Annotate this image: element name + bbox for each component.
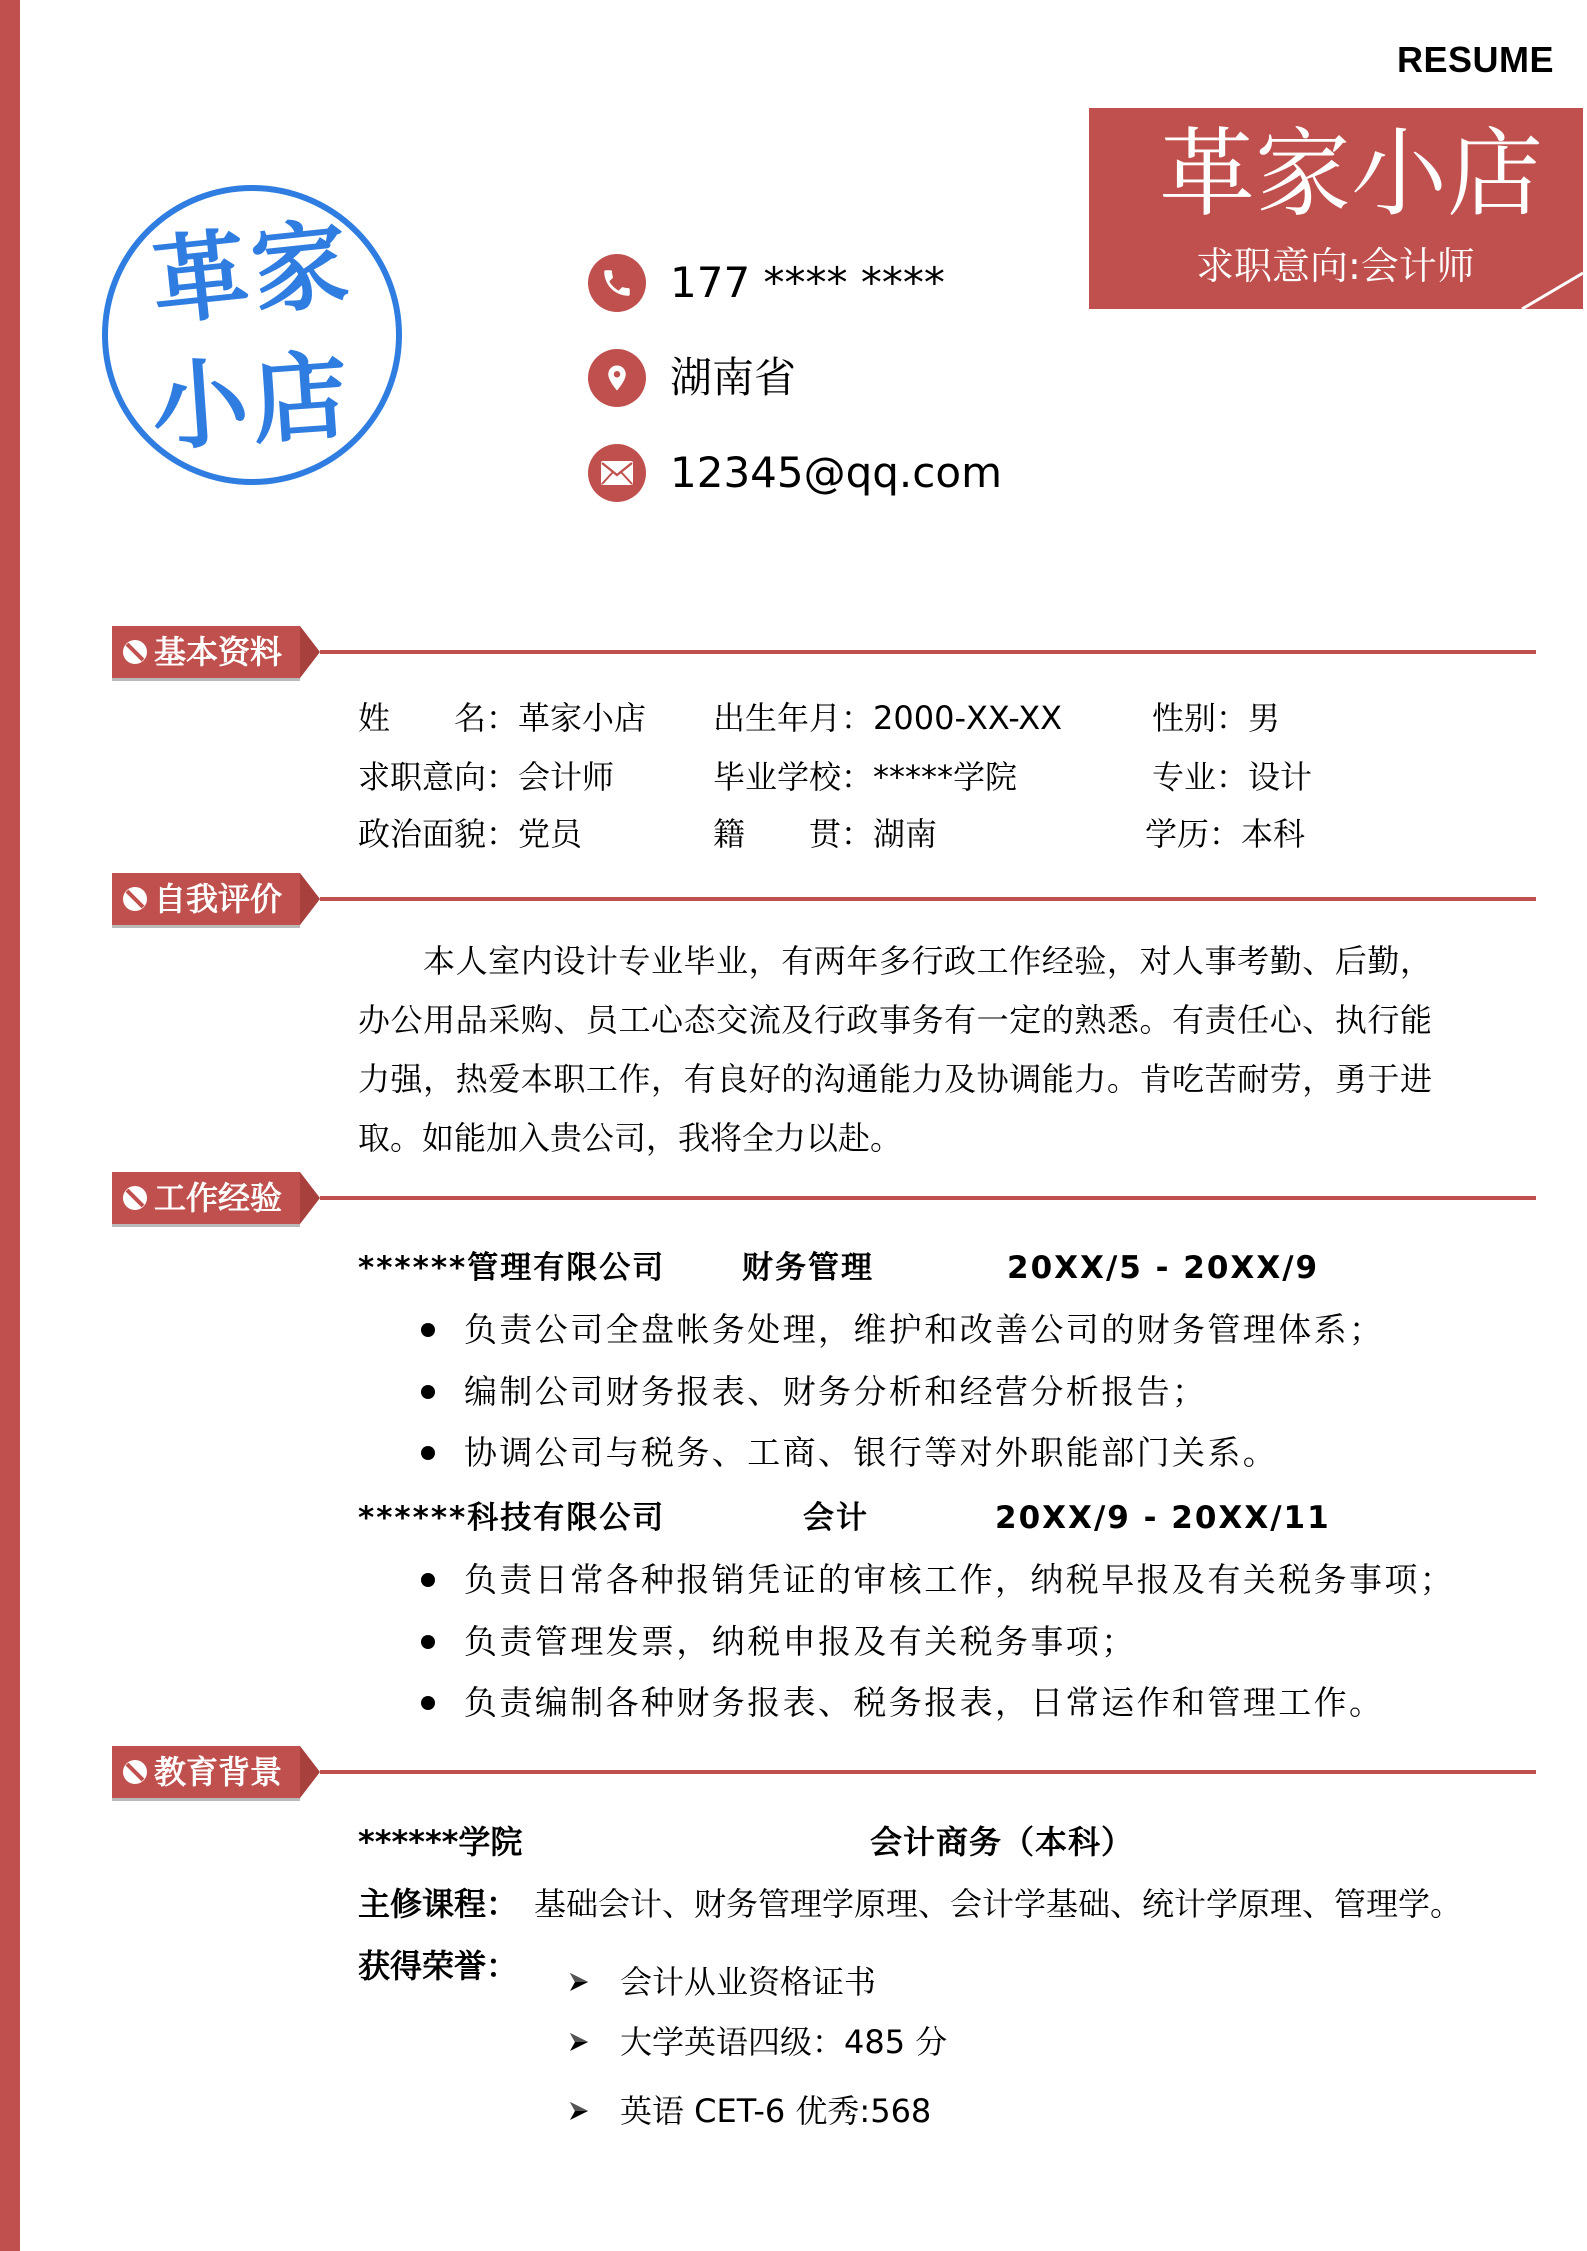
location-pin-icon <box>588 349 646 407</box>
prohibited-icon <box>122 1759 148 1785</box>
location-text: 湖南省 <box>670 353 797 402</box>
section-divider <box>320 897 1536 901</box>
info-value: 湖南 <box>873 815 938 853</box>
section-title: 教育背景 <box>154 1753 283 1791</box>
prohibited-icon <box>122 1185 148 1211</box>
info-value: 男 <box>1248 699 1281 737</box>
info-native-place <box>713 811 937 857</box>
info-value: 会计师 <box>518 758 615 796</box>
section-tab-arrow <box>300 1172 320 1224</box>
job-position: 会计 <box>803 1500 869 1536</box>
education-school: ******学院 <box>358 1823 523 1861</box>
list-item <box>421 1549 1455 1611</box>
info-label: 政治面貌： <box>358 815 519 853</box>
job-period: 20XX/5 - 20XX/9 <box>1007 1250 1320 1286</box>
duty-text: 编制公司财务报表、财务分析和经营分析报告； <box>464 1371 1208 1411</box>
duty-text: 负责编制各种财务报表、税务报表，日常运作和管理工作。 <box>464 1683 1385 1722</box>
job-duties-list <box>421 1299 1384 1484</box>
info-label: 籍 贯： <box>713 815 874 853</box>
section-header-basic-info <box>112 626 1536 678</box>
section-title: 基本资料 <box>154 633 283 671</box>
honor-text: 大学英语四级：485 分 <box>620 2023 948 2061</box>
info-label: 学历： <box>1145 815 1242 853</box>
candidate-name: 革家小店 <box>1159 118 1543 230</box>
info-school <box>713 754 1017 800</box>
left-accent-bar <box>0 0 20 2251</box>
info-value: 革家小店 <box>518 699 647 737</box>
honor-text: 英语 CET-6 优秀:568 <box>620 2092 932 2130</box>
section-tab <box>112 626 300 678</box>
info-gender <box>1152 695 1280 741</box>
paragraph-line: 办公用品采购、员工心态交流及行政事务有一定的熟悉。有责任心、执行能 <box>358 1001 1432 1039</box>
courses-label: 主修课程： <box>358 1885 519 1923</box>
info-major <box>1152 754 1312 800</box>
section-title: 自我评价 <box>154 880 283 918</box>
seal-logo <box>102 185 402 485</box>
arrow-bullet-icon <box>568 2100 590 2122</box>
list-item <box>421 1611 1455 1673</box>
job-objective: 求职意向:会计师 <box>1196 244 1475 288</box>
info-education-level <box>1145 811 1305 857</box>
section-tab-arrow <box>300 873 320 925</box>
section-header-self-evaluation <box>112 873 1536 925</box>
bullet-dot-icon <box>421 1696 435 1710</box>
info-label: 求职意向： <box>358 758 519 796</box>
honor-item <box>568 1959 876 2005</box>
contact-location <box>588 349 796 407</box>
info-value: 本科 <box>1241 815 1306 853</box>
info-name <box>358 695 646 741</box>
section-title: 工作经验 <box>154 1179 283 1217</box>
job-company: ******科技有限公司 <box>358 1500 666 1536</box>
duty-text: 负责公司全盘帐务处理，维护和改善公司的财务管理体系； <box>464 1310 1385 1349</box>
info-value: 2000-XX-XX <box>873 699 1063 737</box>
resume-label: RESUME <box>1396 39 1554 80</box>
education-major: 会计商务（本科） <box>870 1823 1135 1861</box>
info-value: 党员 <box>518 815 583 853</box>
seal-text-bottom: 小店 <box>148 338 356 465</box>
contact-phone <box>588 254 945 312</box>
section-divider <box>320 1770 1536 1774</box>
honor-text: 会计从业资格证书 <box>620 1963 877 2001</box>
email-address: 12345@qq.com <box>670 448 1002 497</box>
courses-text: 基础会计、财务管理学原理、会计学基础、统计学原理、管理学。 <box>534 1885 1463 1923</box>
bullet-dot-icon <box>421 1635 435 1649</box>
job-duties-list <box>421 1549 1455 1734</box>
paragraph-line: 本人室内设计专业毕业，有两年多行政工作经验，对人事考勤、后勤， <box>423 942 1432 980</box>
info-label: 出生年月： <box>713 699 874 737</box>
bullet-dot-icon <box>421 1573 435 1587</box>
section-tab-arrow <box>300 1746 320 1798</box>
section-header-work-experience <box>112 1172 1536 1224</box>
section-header-education <box>112 1746 1536 1798</box>
info-label: 专业： <box>1152 758 1249 796</box>
paragraph-line: 取。如能加入贵公司，我将全力以赴。 <box>358 1119 903 1157</box>
info-label: 毕业学校： <box>713 758 874 796</box>
honor-item <box>568 2088 931 2134</box>
bullet-dot-icon <box>421 1385 435 1399</box>
info-value: 设计 <box>1248 758 1313 796</box>
section-tab <box>112 1172 300 1224</box>
list-item <box>421 1422 1384 1484</box>
list-item <box>421 1361 1384 1423</box>
corner-slash-decoration <box>1089 108 1583 309</box>
prohibited-icon <box>122 639 148 665</box>
name-banner <box>1089 108 1583 309</box>
duty-text: 负责管理发票，纳税申报及有关税务事项； <box>464 1621 1137 1661</box>
contact-email <box>588 444 1002 502</box>
duty-text: 协调公司与税务、工商、银行等对外职能部门关系。 <box>464 1433 1279 1472</box>
prohibited-icon <box>122 886 148 912</box>
envelope-icon <box>588 444 646 502</box>
duty-text: 负责日常各种报销凭证的审核工作，纳税早报及有关税务事项； <box>464 1560 1456 1599</box>
phone-number: 177 **** **** <box>670 258 945 307</box>
self-evaluation-paragraph <box>358 932 1432 1168</box>
job-company: ******管理有限公司 <box>358 1250 666 1286</box>
seal-text-top: 革家 <box>146 205 358 340</box>
section-tab <box>112 1746 300 1798</box>
list-item <box>421 1299 1384 1361</box>
list-item <box>421 1672 1455 1734</box>
section-divider <box>320 650 1536 654</box>
phone-icon <box>588 254 646 312</box>
info-label: 性别： <box>1152 699 1249 737</box>
info-value: *****学院 <box>873 758 1018 796</box>
paragraph-line: 力强，热爱本职工作，有良好的沟通能力及协调能力。肯吃苦耐劳，勇于进 <box>358 1060 1432 1098</box>
job-position: 财务管理 <box>742 1250 874 1286</box>
job-period: 20XX/9 - 20XX/11 <box>995 1500 1331 1536</box>
honor-item <box>568 2019 947 2065</box>
section-tab <box>112 873 300 925</box>
info-label: 姓 名： <box>358 699 519 737</box>
info-birth-date <box>713 695 1062 741</box>
arrow-bullet-icon <box>568 1971 590 1993</box>
arrow-bullet-icon <box>568 2031 590 2053</box>
bullet-dot-icon <box>421 1446 435 1460</box>
honors-label: 获得荣誉： <box>358 1947 519 1985</box>
info-objective <box>358 754 614 800</box>
info-political-status <box>358 811 582 857</box>
bullet-dot-icon <box>421 1323 435 1337</box>
section-tab-arrow <box>300 626 320 678</box>
section-divider <box>320 1196 1536 1200</box>
